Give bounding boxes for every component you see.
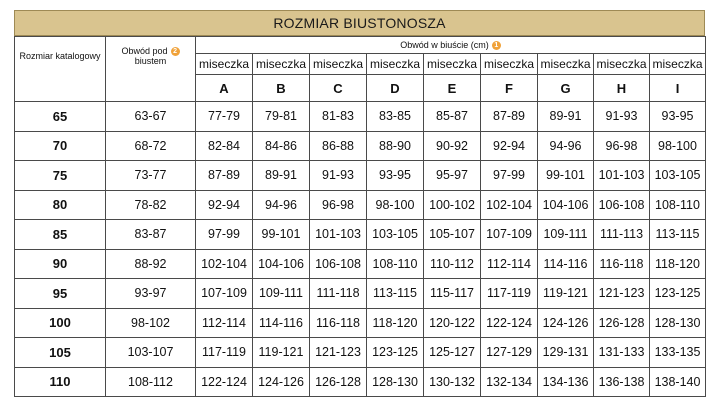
catalog-size-cell: 65 [15,102,106,132]
bust-range-cell: 126-128 [594,308,650,338]
bust-range-cell: 77-79 [196,102,253,132]
bust-range-cell: 113-115 [367,279,424,309]
bust-range-cell: 117-119 [481,279,538,309]
bust-range-cell: 119-121 [538,279,594,309]
bust-range-cell: 126-128 [310,367,367,397]
bust-range-cell: 121-123 [310,338,367,368]
bust-range-cell: 83-85 [367,102,424,132]
bust-range-cell: 124-126 [538,308,594,338]
bust-range-cell: 110-112 [424,249,481,279]
bust-range-cell: 107-109 [196,279,253,309]
bust-range-cell: 89-91 [538,102,594,132]
cup-letter-cell: E [424,75,481,102]
bust-range-cell: 114-116 [538,249,594,279]
bust-range-cell: 117-119 [196,338,253,368]
catalog-size-label: Rozmiar katalogowy [19,50,101,61]
bust-range-cell: 113-115 [650,220,706,250]
table-row [15,338,706,368]
blank-cell [15,75,106,102]
bust-range-cell: 132-134 [481,367,538,397]
cup-letter-cell: D [367,75,424,102]
bust-range-cell: 109-111 [538,220,594,250]
header-row-top [15,37,706,54]
bust-range-cell: 104-106 [253,249,310,279]
bust-range-cell: 112-114 [481,249,538,279]
bust-range-cell: 136-138 [594,367,650,397]
bust-range-cell: 90-92 [424,131,481,161]
bust-range-cell: 97-99 [481,161,538,191]
bust-range-cell: 102-104 [481,190,538,220]
bust-range-cell: 116-118 [594,249,650,279]
bust-range-cell: 106-108 [594,190,650,220]
bust-range-cell: 102-104 [196,249,253,279]
cup-label-cell: miseczka [310,54,367,75]
bust-range-cell: 95-97 [424,161,481,191]
underbust-cell: 98-102 [106,308,196,338]
size-table [14,36,706,397]
bust-range-cell: 111-118 [310,279,367,309]
bust-range-cell: 111-113 [594,220,650,250]
catalog-size-cell: 85 [15,220,106,250]
underbust-cell: 93-97 [106,279,196,309]
underbust-cell: 68-72 [106,131,196,161]
bust-range-cell: 87-89 [196,161,253,191]
bust-range-cell: 96-98 [594,131,650,161]
bust-range-cell: 97-99 [196,220,253,250]
bust-range-cell: 114-116 [253,308,310,338]
table-row [15,279,706,309]
cup-letter-cell: G [538,75,594,102]
table-row [15,220,706,250]
underbust-cell: 63-67 [106,102,196,132]
bust-range-cell: 134-136 [538,367,594,397]
bust-range-cell: 98-100 [650,131,706,161]
cup-letter-cell: H [594,75,650,102]
info-badge-icon: 1 [492,41,501,50]
bust-range-cell: 87-89 [481,102,538,132]
cup-letter-cell: C [310,75,367,102]
underbust-cell: 73-77 [106,161,196,191]
table-row [15,367,706,397]
bust-range-cell: 130-132 [424,367,481,397]
bust-range-cell: 81-83 [310,102,367,132]
cup-label-cell: miseczka [481,54,538,75]
bust-range-cell: 89-91 [253,161,310,191]
chart-title: ROZMIAR BIUSTONOSZA [14,10,705,36]
bust-range-cell: 118-120 [650,249,706,279]
bust-range-cell: 94-96 [538,131,594,161]
bust-range-cell: 84-86 [253,131,310,161]
table-row [15,308,706,338]
table-row [15,131,706,161]
bust-range-cell: 107-109 [481,220,538,250]
bust-range-cell: 94-96 [253,190,310,220]
bust-range-cell: 119-121 [253,338,310,368]
size-chart [14,10,705,397]
cup-label-cell: miseczka [538,54,594,75]
underbust-cell: 108-112 [106,367,196,397]
catalog-size-cell: 90 [15,249,106,279]
table-row [15,102,706,132]
bust-range-cell: 112-114 [196,308,253,338]
catalog-size-cell: 110 [15,367,106,397]
bust-range-cell: 106-108 [310,249,367,279]
bust-range-cell: 96-98 [310,190,367,220]
bust-range-cell: 92-94 [481,131,538,161]
cup-label-cell: miseczka [253,54,310,75]
cup-label-cell: miseczka [650,54,706,75]
bust-range-cell: 92-94 [196,190,253,220]
bust-range-cell: 115-117 [424,279,481,309]
bust-circumference-label: Obwód w biuście (cm) [400,39,489,50]
bust-range-cell: 131-133 [594,338,650,368]
bust-range-cell: 120-122 [424,308,481,338]
underbust-cell: 83-87 [106,220,196,250]
underbust-cell: 103-107 [106,338,196,368]
bust-range-cell: 82-84 [196,131,253,161]
bust-range-cell: 123-125 [367,338,424,368]
underbust-cell: 78-82 [106,190,196,220]
catalog-size-cell: 105 [15,338,106,368]
bust-range-cell: 85-87 [424,102,481,132]
bust-range-cell: 129-131 [538,338,594,368]
bust-range-cell: 133-135 [650,338,706,368]
info-badge-icon: 2 [171,47,180,56]
table-body [15,102,706,397]
underbust-header [106,37,196,75]
cup-label-cell: miseczka [424,54,481,75]
cup-letter-cell: B [253,75,310,102]
bust-range-cell: 79-81 [253,102,310,132]
table-row [15,249,706,279]
bust-range-cell: 101-103 [310,220,367,250]
catalog-size-cell: 70 [15,131,106,161]
bust-range-cell: 99-101 [538,161,594,191]
bust-range-cell: 93-95 [367,161,424,191]
bust-range-cell: 109-111 [253,279,310,309]
cup-label-cell: miseczka [196,54,253,75]
bust-range-cell: 98-100 [367,190,424,220]
cup-letter-cell: A [196,75,253,102]
bust-range-cell: 127-129 [481,338,538,368]
table-row [15,190,706,220]
cup-letter-row [15,75,706,102]
bust-range-cell: 108-110 [650,190,706,220]
catalog-size-cell: 95 [15,279,106,309]
underbust-label-line2: biustem [134,55,167,66]
catalog-size-cell: 75 [15,161,106,191]
bust-range-cell: 138-140 [650,367,706,397]
bust-range-cell: 100-102 [424,190,481,220]
bust-range-cell: 125-127 [424,338,481,368]
bust-range-cell: 122-124 [481,308,538,338]
bust-circumference-header [196,37,706,54]
blank-cell [106,75,196,102]
bust-range-cell: 99-101 [253,220,310,250]
catalog-size-cell: 80 [15,190,106,220]
bust-range-cell: 103-105 [650,161,706,191]
bust-range-cell: 116-118 [310,308,367,338]
bust-range-cell: 91-93 [310,161,367,191]
bust-range-cell: 91-93 [594,102,650,132]
bust-range-cell: 105-107 [424,220,481,250]
cup-label-cell: miseczka [594,54,650,75]
bust-range-cell: 123-125 [650,279,706,309]
underbust-cell: 88-92 [106,249,196,279]
bust-range-cell: 128-130 [650,308,706,338]
bust-range-cell: 93-95 [650,102,706,132]
bust-range-cell: 122-124 [196,367,253,397]
bust-range-cell: 121-123 [594,279,650,309]
bust-range-cell: 101-103 [594,161,650,191]
bust-range-cell: 118-120 [367,308,424,338]
bust-range-cell: 103-105 [367,220,424,250]
table-row [15,161,706,191]
catalog-size-cell: 100 [15,308,106,338]
bust-range-cell: 86-88 [310,131,367,161]
bust-range-cell: 108-110 [367,249,424,279]
bust-range-cell: 128-130 [367,367,424,397]
bust-range-cell: 104-106 [538,190,594,220]
cup-letter-cell: F [481,75,538,102]
cup-letter-cell: I [650,75,706,102]
underbust-label-line1: Obwód pod [121,45,168,56]
bust-range-cell: 88-90 [367,131,424,161]
cup-label-cell: miseczka [367,54,424,75]
bust-range-cell: 124-126 [253,367,310,397]
catalog-size-header [15,37,106,75]
